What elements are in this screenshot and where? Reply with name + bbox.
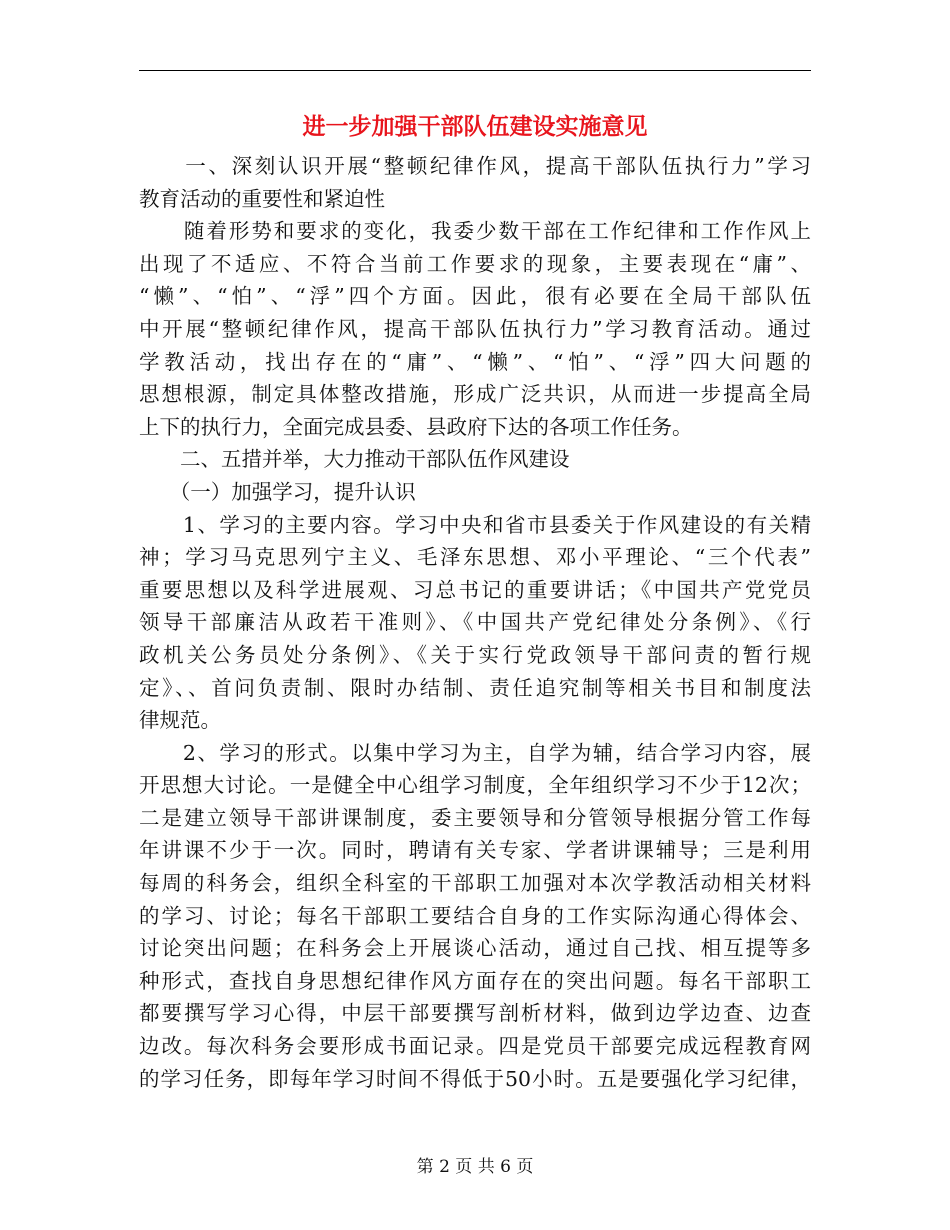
text-line: 开思想大讨论。一是健全中心组学习制度，全年组织学习不少于12次； <box>139 773 811 798</box>
text-line: 每周的科务会，组织全科室的干部职工加强对本次学教活动相关材料 <box>139 871 811 896</box>
text-line: 二、五措并举，大力推动干部队伍作风建设 <box>139 447 570 472</box>
header-rule <box>139 70 811 71</box>
text-line: 神；学习马克思列宁主义、毛泽东思想、邓小平理论、“三个代表” <box>139 545 811 570</box>
text-line: 1、学习的主要内容。学习中央和省市县委关于作风建设的有关精 <box>139 512 811 537</box>
text-line: 2、学习的形式。以集中学习为主，自学为辅，结合学习内容，展 <box>139 740 811 765</box>
text-line: （一）加强学习，提升认识 <box>139 479 416 504</box>
text-line: 的学习、讨论；每名干部职工要结合自身的工作实际沟通心得体会、 <box>139 903 811 928</box>
text-line: 二是建立领导干部讲课制度，委主要领导和分管领导根据分管工作每 <box>139 805 811 830</box>
text-line: 年讲课不少于一次。同时，聘请有关专家、学者讲课辅导；三是利用 <box>139 838 811 863</box>
text-line: 重要思想以及科学进展观、习总书记的重要讲话；《中国共产党党员 <box>139 577 811 602</box>
page-footer: 第 2 页 共 6 页 <box>416 1157 534 1177</box>
text-line: 领导干部廉洁从政若干准则》、《中国共产党纪律处分条例》、《行 <box>139 610 811 635</box>
text-line: 随着形势和要求的变化，我委少数干部在工作纪律和工作作风上 <box>139 219 811 244</box>
text-line: 种形式，查找自身思想纪律作风方面存在的突出问题。每名干部职工 <box>139 968 811 993</box>
text-line: 中开展“整顿纪律作风，提高干部队伍执行力”学习教育活动。通过 <box>139 316 811 341</box>
text-line: 律规范。 <box>139 708 221 733</box>
text-line: 定》、、首问负责制、限时办结制、责任追究制等相关书目和制度法 <box>139 675 811 700</box>
text-line: 讨论突出问题；在科务会上开展谈心活动，通过自己找、相互提等多 <box>139 936 811 961</box>
text-line: 上下的执行力，全面完成县委、县政府下达的各项工作任务。 <box>139 414 693 439</box>
text-line: 教育活动的重要性和紧迫性 <box>139 186 385 211</box>
text-line: 边改。每次科务会要形成书面记录。四是党员干部要完成远程教育网 <box>139 1034 811 1059</box>
text-line: “懒”、“怕”、“浮”四个方面。因此，很有必要在全局干部队伍 <box>139 284 811 309</box>
document-body <box>139 150 811 1095</box>
document-title: 进一步加强干部队伍建设实施意见 <box>302 113 648 140</box>
text-line: 出现了不适应、不符合当前工作要求的现象，主要表现在“庸”、 <box>139 251 811 276</box>
text-line: 都要撰写学习心得，中层干部要撰写剖析材料，做到边学边查、边查 <box>139 1001 811 1026</box>
text-line: 的学习任务，即每年学习时间不得低于50小时。五是要强化学习纪律， <box>139 1066 811 1091</box>
text-line: 一、深刻认识开展“整顿纪律作风，提高干部队伍执行力”学习 <box>139 154 811 178</box>
text-line: 思想根源，制定具体整改措施，形成广泛共识，从而进一步提高全局 <box>139 382 811 407</box>
text-line: 政机关公务员处分条例》、《关于实行党政领导干部问责的暂行规 <box>139 642 811 667</box>
text-line: 学教活动，找出存在的“庸”、“懒”、“怕”、“浮”四大问题的 <box>139 349 811 374</box>
